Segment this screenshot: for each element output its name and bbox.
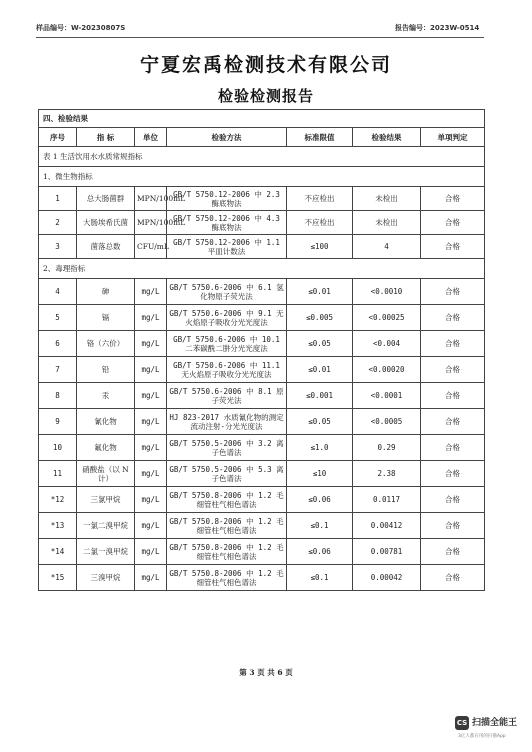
verdict: 合格 [421,305,485,331]
test-result: <0.0001 [353,383,421,409]
page-number: 第 3 页 共 6 页 [239,668,293,677]
col-header: 标准限值 [287,128,353,147]
table-row [39,383,485,409]
unit: mg/L [135,383,167,409]
test-result: <0.00020 [353,357,421,383]
table-row [39,211,485,235]
table-row [39,487,485,513]
indicator-name: 汞 [77,383,135,409]
table-row [39,513,485,539]
table-row [39,435,485,461]
verdict: 合格 [421,461,485,487]
unit: mg/L [135,539,167,565]
verdict: 合格 [421,435,485,461]
standard-limit: ≤100 [287,235,353,259]
table-row [39,279,485,305]
scanner-watermark: 扫描全能王 [472,718,518,728]
test-result: 2.38 [353,461,421,487]
scanner-logo-icon: CS [455,716,469,730]
indicator-name: 铬（六价） [77,331,135,357]
unit: CFU/mL [135,235,167,259]
test-method: GB/T 5750.8-2006 中 1.2 毛细管柱气相色谱法 [167,539,287,565]
test-method: GB/T 5750.5-2006 中 5.3 离子色谱法 [167,461,287,487]
standard-limit: ≤0.05 [287,409,353,435]
row-number: 2 [39,211,77,235]
standard-limit: ≤0.1 [287,513,353,539]
test-method: GB/T 5750.12-2006 中 4.3 酶底物法 [167,211,287,235]
report-number: 报告编号：2023W-0514 [395,24,480,32]
standard-limit: ≤0.05 [287,331,353,357]
test-result: 未检出 [353,211,421,235]
row-number: *12 [39,487,77,513]
standard-limit: ≤10 [287,461,353,487]
row-number: 8 [39,383,77,409]
indicator-name: 砷 [77,279,135,305]
group-title: 1、微生物指标 [39,167,485,187]
verdict: 合格 [421,235,485,259]
col-header: 单项判定 [421,128,485,147]
scanner-tagline: 3亿人都在用的扫描App [458,734,506,739]
test-result: 4 [353,235,421,259]
standard-limit: ≤1.0 [287,435,353,461]
verdict: 合格 [421,331,485,357]
test-method: GB/T 5750.12-2006 中 1.1 平皿计数法 [167,235,287,259]
report-title: 检验检测报告 [217,87,314,105]
col-header: 单位 [135,128,167,147]
row-number: 5 [39,305,77,331]
test-result: 未检出 [353,187,421,211]
table-row [39,461,485,487]
row-number: 7 [39,357,77,383]
unit: mg/L [135,357,167,383]
standard-limit: 不应检出 [287,187,353,211]
verdict: 合格 [421,357,485,383]
verdict: 合格 [421,187,485,211]
row-number: 11 [39,461,77,487]
results-table [38,109,485,591]
standard-limit: 不应检出 [287,211,353,235]
test-method: GB/T 5750.5-2006 中 3.2 离子色谱法 [167,435,287,461]
row-number: 4 [39,279,77,305]
sample-number: 样品编号：W-20230807S [36,24,126,32]
table-row [39,187,485,211]
table-row [39,539,485,565]
row-number: 6 [39,331,77,357]
test-method: GB/T 5750.8-2006 中 1.2 毛细管柱气相色谱法 [167,565,287,591]
verdict: 合格 [421,565,485,591]
test-method: HJ 823-2017 水质氰化物的测定流动注射-分光光度法 [167,409,287,435]
standard-limit: ≤0.06 [287,539,353,565]
unit: mg/L [135,409,167,435]
verdict: 合格 [421,409,485,435]
indicator-name: 菌落总数 [77,235,135,259]
table-row [39,235,485,259]
standard-limit: ≤0.1 [287,565,353,591]
test-result: 0.0117 [353,487,421,513]
indicator-name: 三溴甲烷 [77,565,135,591]
test-method: GB/T 5750.6-2006 中 10.1 二苯碳酰二肼分光光度法 [167,331,287,357]
indicator-name: 氟化物 [77,435,135,461]
unit: mg/L [135,487,167,513]
unit: mg/L [135,513,167,539]
group-title-row [39,259,485,279]
standard-limit: ≤0.005 [287,305,353,331]
test-method: GB/T 5750.12-2006 中 2.3 酶底物法 [167,187,287,211]
unit: mg/L [135,461,167,487]
table-row [39,357,485,383]
test-method: GB/T 5750.6-2006 中 9.1 无火焰原子吸收分光光度法 [167,305,287,331]
unit: mg/L [135,435,167,461]
col-header: 检验方法 [167,128,287,147]
verdict: 合格 [421,279,485,305]
test-result: <0.0005 [353,409,421,435]
verdict: 合格 [421,539,485,565]
table-row [39,565,485,591]
company-name: 宁夏宏禹检测技术有限公司 [139,54,392,76]
test-method: GB/T 5750.8-2006 中 1.2 毛细管柱气相色谱法 [167,513,287,539]
row-number: 9 [39,409,77,435]
table-row [39,305,485,331]
test-result: 0.29 [353,435,421,461]
indicator-name: 总大肠菌群 [77,187,135,211]
col-header: 指 标 [77,128,135,147]
test-method: GB/T 5750.6-2006 中 8.1 原子荧光法 [167,383,287,409]
test-result: 0.00781 [353,539,421,565]
section-title: 四、检验结果 [39,110,485,128]
indicator-name: 硝酸盐（以 N 计） [77,461,135,487]
row-number: 10 [39,435,77,461]
unit: mg/L [135,305,167,331]
col-header: 序号 [39,128,77,147]
verdict: 合格 [421,383,485,409]
group-title: 2、毒理指标 [39,259,485,279]
indicator-name: 一氯二溴甲烷 [77,513,135,539]
row-number: *15 [39,565,77,591]
test-result: 0.00042 [353,565,421,591]
indicator-name: 三氯甲烷 [77,487,135,513]
unit: MPN/100mL [135,211,167,235]
table-row [39,331,485,357]
verdict: 合格 [421,211,485,235]
standard-limit: ≤0.01 [287,357,353,383]
table-row [39,409,485,435]
row-number: 3 [39,235,77,259]
column-header-row [39,128,485,147]
table-caption: 表 1 生活饮用水水质常规指标 [39,147,485,167]
test-result: <0.004 [353,331,421,357]
unit: MPN/100mL [135,187,167,211]
test-method: GB/T 5750.6-2006 中 11.1 无火焰原子吸收分光光度法 [167,357,287,383]
standard-limit: ≤0.06 [287,487,353,513]
verdict: 合格 [421,513,485,539]
row-number: *14 [39,539,77,565]
indicator-name: 镉 [77,305,135,331]
unit: mg/L [135,331,167,357]
indicator-name: 铅 [77,357,135,383]
unit: mg/L [135,565,167,591]
section-title-row [39,110,485,128]
header-divider [36,37,484,38]
test-result: <0.0010 [353,279,421,305]
verdict: 合格 [421,487,485,513]
row-number: 1 [39,187,77,211]
row-number: *13 [39,513,77,539]
col-header: 检验结果 [353,128,421,147]
table-caption-row [39,147,485,167]
indicator-name: 二氯一溴甲烷 [77,539,135,565]
indicator-name: 氰化物 [77,409,135,435]
unit: mg/L [135,279,167,305]
test-result: <0.00025 [353,305,421,331]
test-method: GB/T 5750.6-2006 中 6.1 氢化物原子荧光法 [167,279,287,305]
indicator-name: 大肠埃希氏菌 [77,211,135,235]
group-title-row [39,167,485,187]
test-method: GB/T 5750.8-2006 中 1.2 毛细管柱气相色谱法 [167,487,287,513]
test-result: 0.00412 [353,513,421,539]
standard-limit: ≤0.01 [287,279,353,305]
standard-limit: ≤0.001 [287,383,353,409]
